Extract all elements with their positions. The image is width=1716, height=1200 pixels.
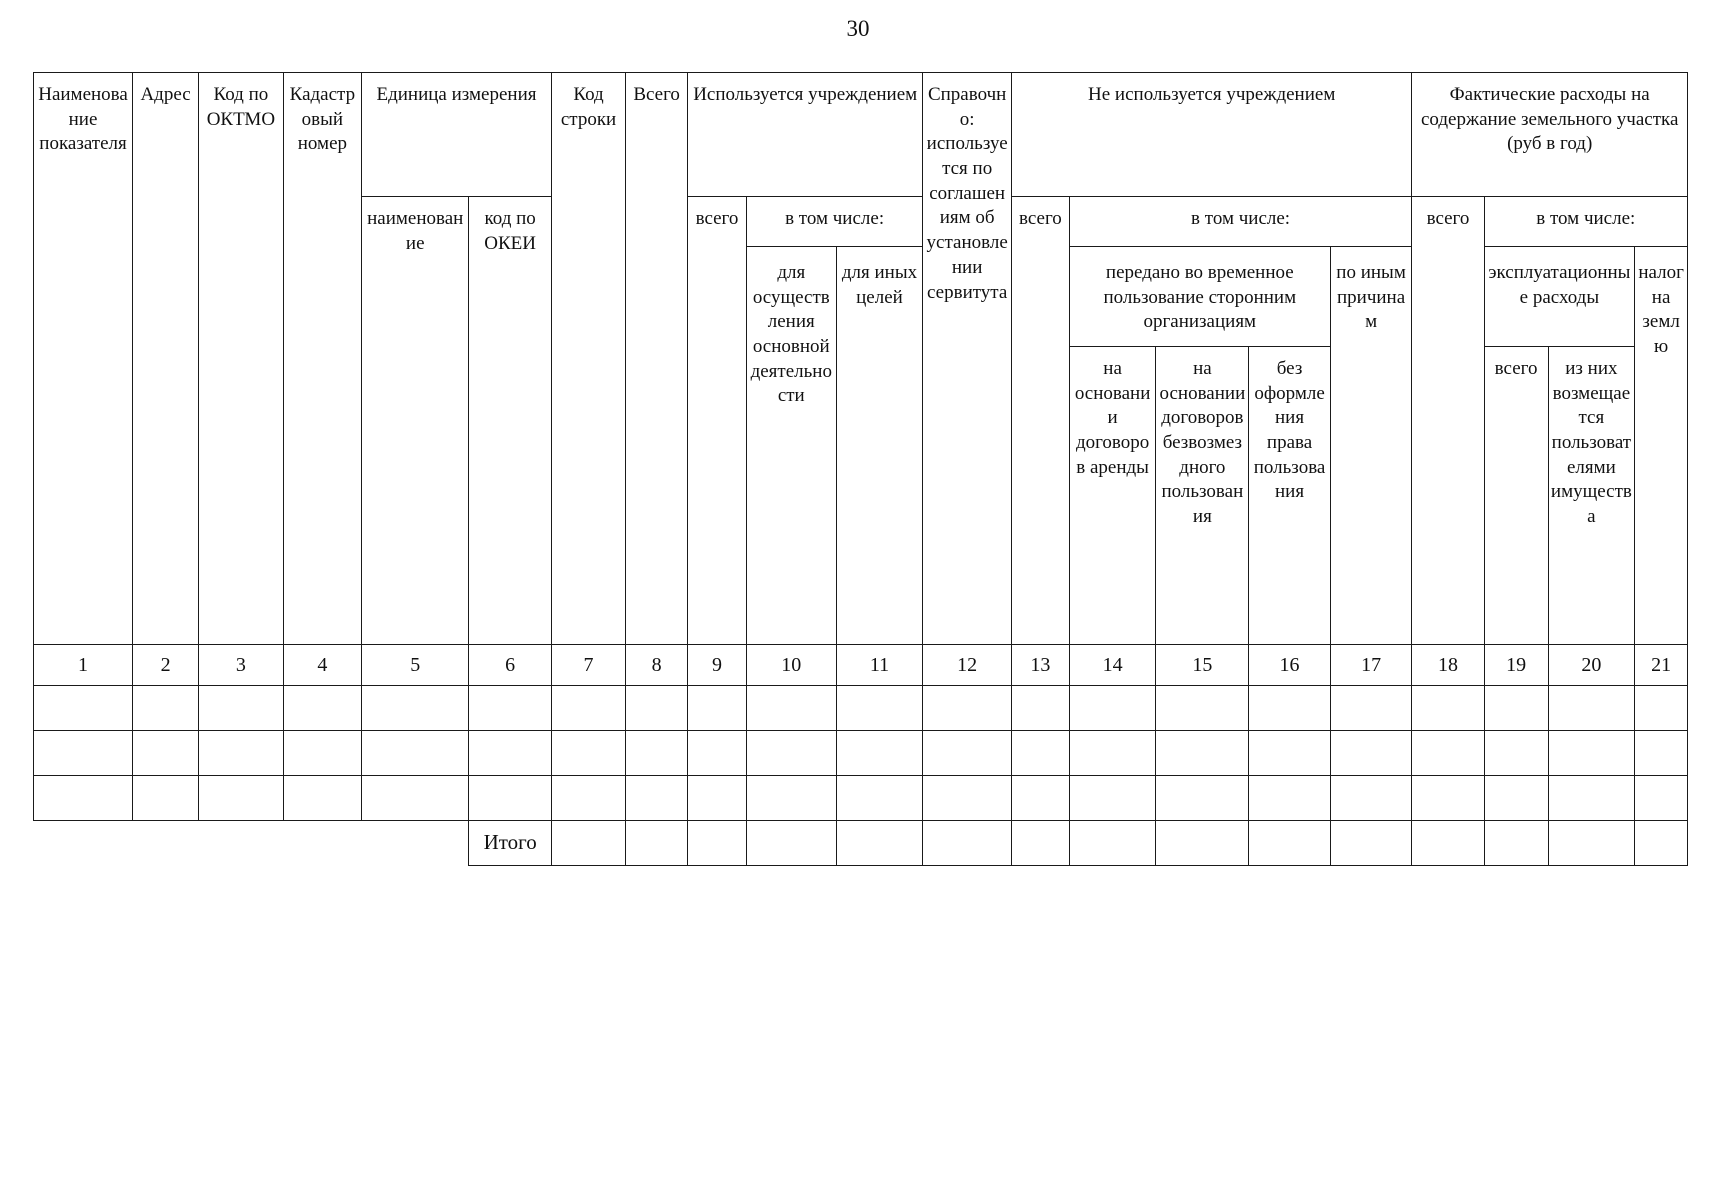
table-cell[interactable] [626, 731, 688, 776]
table-cell[interactable] [1635, 731, 1688, 776]
table-cell[interactable] [283, 686, 361, 731]
table-cell[interactable] [1548, 686, 1635, 731]
table-cell[interactable] [1548, 776, 1635, 821]
table-cell[interactable] [1412, 686, 1484, 731]
table-row [34, 686, 1688, 731]
table-cell[interactable] [626, 776, 688, 821]
table-cell[interactable] [1012, 686, 1070, 731]
table-row [34, 731, 1688, 776]
table-cell[interactable] [1484, 731, 1548, 776]
table-cell[interactable] [1484, 776, 1548, 821]
total-cell[interactable] [551, 821, 625, 866]
table-cell[interactable] [1548, 731, 1635, 776]
table-cell[interactable] [923, 686, 1012, 731]
header-free-use-agreements: на основании договоров безвозмездного пользования [1156, 347, 1249, 645]
column-number: 7 [551, 645, 625, 686]
total-row [34, 821, 1688, 866]
table-cell[interactable] [1069, 776, 1156, 821]
header-operational-reimbursed: из них возмещается пользователями имущества [1548, 347, 1635, 645]
header-expenses-group: Фактические расходы на содержание земельного участка (руб в год) [1412, 73, 1688, 197]
table-cell[interactable] [34, 731, 133, 776]
header-used-including: в том числе: [746, 197, 922, 247]
column-number: 21 [1635, 645, 1688, 686]
total-cell[interactable] [1156, 821, 1249, 866]
table-cell[interactable] [469, 776, 552, 821]
blank-area [34, 821, 469, 866]
total-cell[interactable] [1069, 821, 1156, 866]
table-cell[interactable] [283, 776, 361, 821]
header-oktmo-code: Код по ОКТМО [199, 73, 284, 645]
column-number: 18 [1412, 645, 1484, 686]
table-cell[interactable] [34, 776, 133, 821]
total-cell[interactable] [1330, 821, 1412, 866]
total-cell[interactable] [1484, 821, 1548, 866]
table-cell[interactable] [133, 776, 199, 821]
table-cell[interactable] [551, 776, 625, 821]
table-cell[interactable] [469, 731, 552, 776]
table-cell[interactable] [1249, 686, 1331, 731]
header-address: Адрес [133, 73, 199, 645]
column-number: 12 [923, 645, 1012, 686]
table-cell[interactable] [199, 731, 284, 776]
table-cell[interactable] [1330, 686, 1412, 731]
table-cell[interactable] [1330, 776, 1412, 821]
total-cell[interactable] [626, 821, 688, 866]
column-number: 9 [688, 645, 747, 686]
column-number: 1 [34, 645, 133, 686]
table-cell[interactable] [1069, 686, 1156, 731]
table-cell[interactable] [1156, 731, 1249, 776]
table-cell[interactable] [688, 776, 747, 821]
table-cell[interactable] [362, 686, 469, 731]
column-number: 14 [1069, 645, 1156, 686]
table-cell[interactable] [469, 686, 552, 731]
table-row [34, 776, 1688, 821]
table-cell[interactable] [1069, 731, 1156, 776]
table-cell[interactable] [1412, 776, 1484, 821]
total-cell[interactable] [1012, 821, 1070, 866]
header-servitude: Справочно: используется по соглашениям об установлении сервитута [923, 73, 1012, 645]
total-cell[interactable] [1635, 821, 1688, 866]
table-cell[interactable] [1635, 686, 1688, 731]
table-cell[interactable] [1012, 731, 1070, 776]
column-number: 8 [626, 645, 688, 686]
column-number: 11 [836, 645, 923, 686]
total-cell[interactable] [688, 821, 747, 866]
column-number: 17 [1330, 645, 1412, 686]
table-cell[interactable] [133, 686, 199, 731]
table-cell[interactable] [551, 686, 625, 731]
total-cell[interactable] [923, 821, 1012, 866]
table-cell[interactable] [283, 731, 361, 776]
table-cell[interactable] [1484, 686, 1548, 731]
table-cell[interactable] [836, 731, 923, 776]
total-cell[interactable] [1548, 821, 1635, 866]
header-not-used-including: в том числе: [1069, 197, 1412, 247]
header-no-registration: без оформления права пользования [1249, 347, 1331, 645]
table-cell[interactable] [746, 776, 836, 821]
table-cell[interactable] [1156, 776, 1249, 821]
page-number: 30 [846, 16, 870, 41]
table-cell[interactable] [688, 731, 747, 776]
table-cell[interactable] [923, 731, 1012, 776]
header-total: Всего [626, 73, 688, 645]
column-number: 4 [283, 645, 361, 686]
table-cell[interactable] [1012, 776, 1070, 821]
column-number: 10 [746, 645, 836, 686]
table-cell[interactable] [1249, 731, 1331, 776]
column-number: 2 [133, 645, 199, 686]
column-number: 5 [362, 645, 469, 686]
table-cell[interactable] [199, 776, 284, 821]
table-cell[interactable] [1412, 731, 1484, 776]
table-cell[interactable] [551, 731, 625, 776]
column-number: 16 [1249, 645, 1331, 686]
total-label: Итого [469, 821, 552, 866]
column-number: 19 [1484, 645, 1548, 686]
header-row-code: Код строки [551, 73, 625, 645]
header-indicator-name: Наименование показателя [34, 73, 133, 645]
column-number: 6 [469, 645, 552, 686]
table-cell[interactable] [1330, 731, 1412, 776]
total-cell[interactable] [836, 821, 923, 866]
table-cell[interactable] [1249, 776, 1331, 821]
table-cell[interactable] [362, 776, 469, 821]
header-not-used-total: всего [1012, 197, 1070, 645]
table-cell[interactable] [688, 686, 747, 731]
table-cell[interactable] [626, 686, 688, 731]
header-cadastral-number: Кадастровый номер [283, 73, 361, 645]
table-cell[interactable] [746, 686, 836, 731]
header-unit-okei-code: код по ОКЕИ [469, 197, 552, 645]
table-cell[interactable] [133, 731, 199, 776]
column-number: 13 [1012, 645, 1070, 686]
table-cell[interactable] [362, 731, 469, 776]
table-cell[interactable] [34, 686, 133, 731]
table-cell[interactable] [746, 731, 836, 776]
column-number-row [34, 645, 1688, 686]
header-land-tax: налог на землю [1635, 247, 1688, 645]
table-cell[interactable] [199, 686, 284, 731]
header-unit-name: наименование [362, 197, 469, 645]
column-number: 3 [199, 645, 284, 686]
header-used-total: всего [688, 197, 747, 645]
header-not-used-group: Не используется учреждением [1012, 73, 1412, 197]
table-cell[interactable] [923, 776, 1012, 821]
column-number: 20 [1548, 645, 1635, 686]
total-cell[interactable] [1412, 821, 1484, 866]
header-lease-agreements: на основании договоров аренды [1069, 347, 1156, 645]
table-cell[interactable] [836, 686, 923, 731]
header-transferred-temporary-use: передано во временное пользование сторонним организациям [1069, 247, 1330, 347]
land-plot-form-table [33, 72, 1688, 866]
table-cell[interactable] [836, 776, 923, 821]
header-unit-group: Единица измерения [362, 73, 552, 197]
header-operational-total: всего [1484, 347, 1548, 645]
header-operational-expenses: эксплуатационные расходы [1484, 247, 1635, 347]
header-used-group: Используется учреждением [688, 73, 923, 197]
header-expenses-total: всего [1412, 197, 1484, 645]
header-used-other-purposes: для иных целей [836, 247, 923, 645]
header-expenses-including: в том числе: [1484, 197, 1687, 247]
total-cell[interactable] [1249, 821, 1331, 866]
header-other-reasons: по иным причинам [1330, 247, 1412, 645]
total-cell[interactable] [746, 821, 836, 866]
table-cell[interactable] [1156, 686, 1249, 731]
column-number: 15 [1156, 645, 1249, 686]
table-cell[interactable] [1635, 776, 1688, 821]
header-used-main-activity: для осуществления основной деятельности [746, 247, 836, 645]
